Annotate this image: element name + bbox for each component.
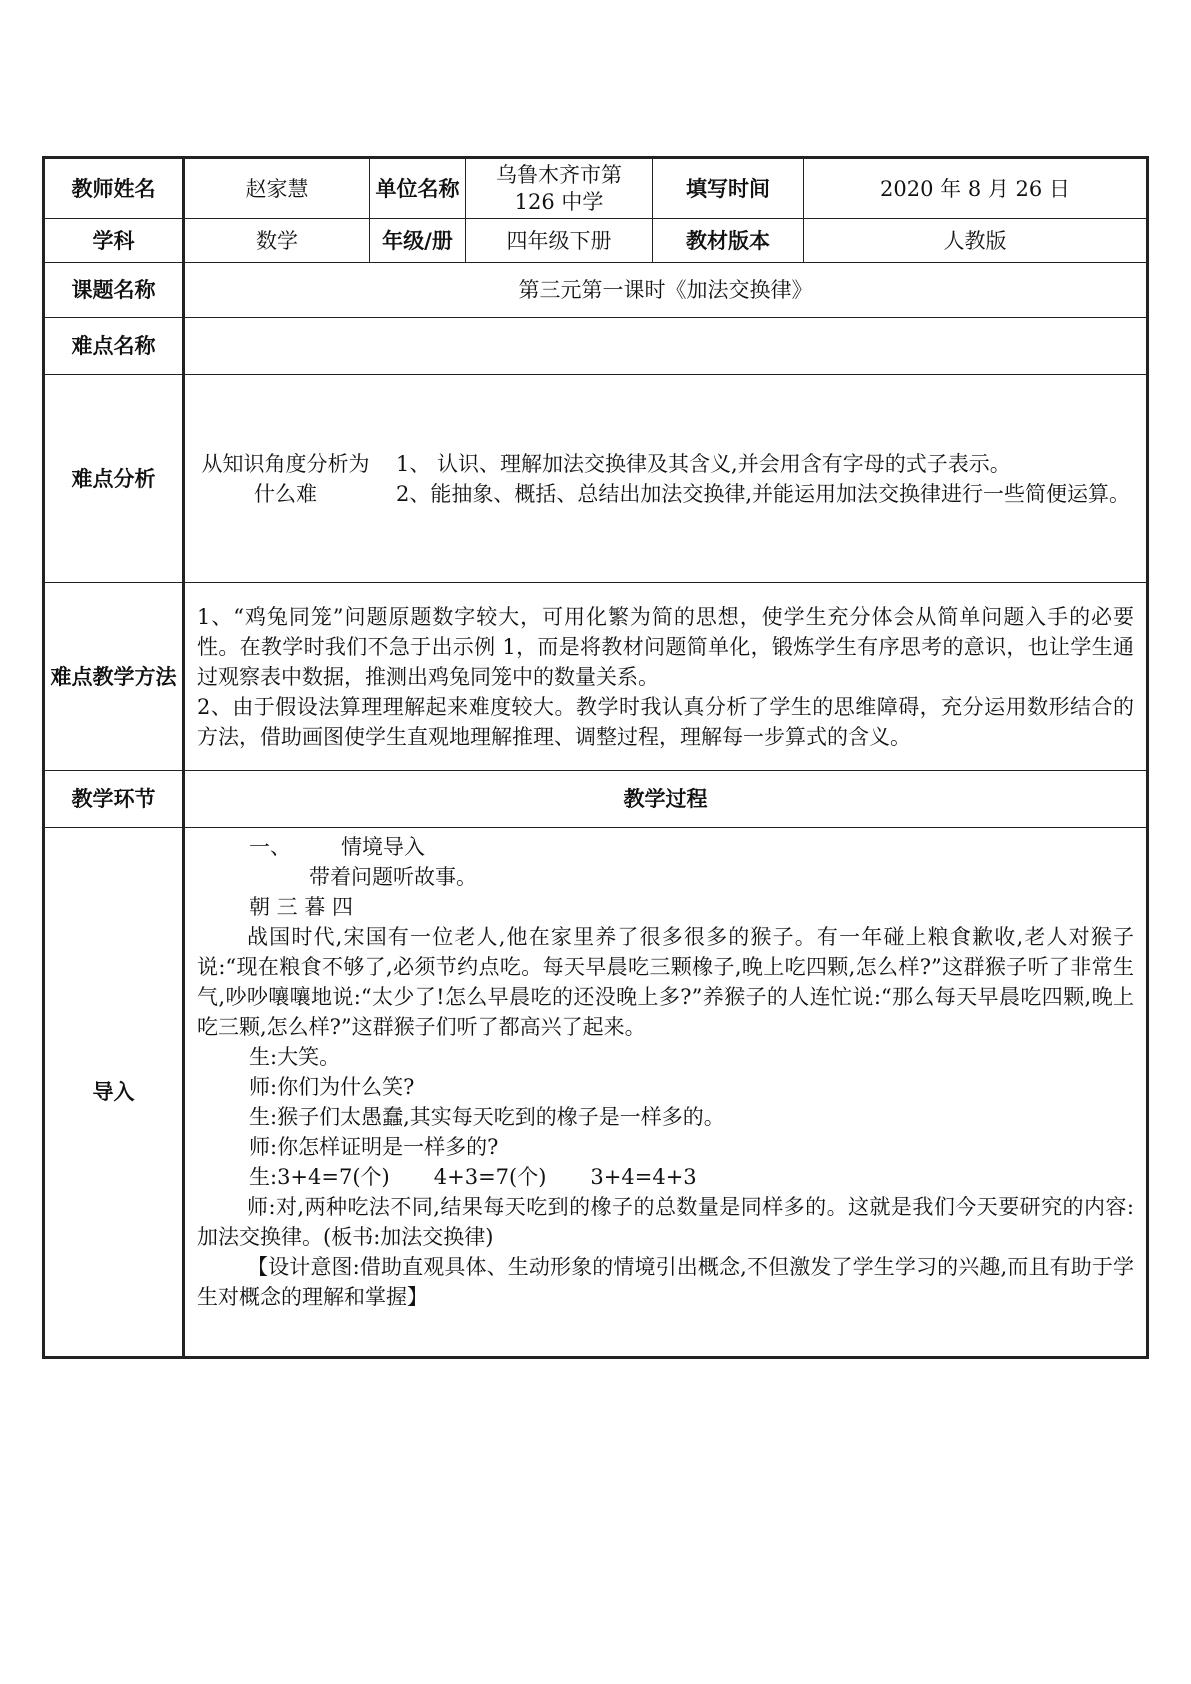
expr-3: 3+4=4+3: [590, 1165, 697, 1189]
stage-header-label: 教学环节: [44, 771, 184, 828]
fill-time-label: 填写时间: [653, 158, 804, 219]
method-paragraph-1: 1、“鸡兔同笼”问题原题数字较大，可用化繁为简的思想，使学生充分体会从简单问题入手的必要性。在教学时我们不急于出示例 1，而是将教材问题简单化，锻炼学生有序思考的意识，也让学生通过观察表中数据，推测出鸡兔同笼中的数量关系。: [197, 604, 1134, 689]
analysis-point-2: 2、能抽象、概括、总结出加法交换律,并能运用加法交换律进行一些简便运算。: [396, 481, 1131, 506]
analysis-sub-label-line1: 从知识角度分析为: [201, 451, 370, 476]
method-text: [184, 583, 1148, 771]
intro-stage-label: 导入: [44, 828, 184, 1358]
topic-label: 课题名称: [44, 263, 184, 318]
teacher-name-label: 教师姓名: [44, 158, 184, 219]
topic-value: 第三元第一课时《加法交换律》: [184, 263, 1148, 318]
analysis-sub-label-line2: 什么难: [254, 481, 317, 506]
unit-label: 单位名称: [370, 158, 466, 219]
difficulty-label: 难点名称: [44, 318, 184, 375]
intro-process: [184, 828, 1148, 1358]
section-title: 情境导入: [341, 835, 425, 859]
dialogue-line-3: 生:猴子们太愚蠢,其实每天吃到的橡子是一样多的。: [249, 1105, 725, 1129]
dialogue-line-6: 师:对,两种吃法不同,结果每天吃到的橡子的总数量是同样多的。这就是我们今天要研究的内容:加法交换律。(板书:加法交换律): [197, 1195, 1134, 1249]
fill-time-value: 2020 年 8 月 26 日: [804, 158, 1148, 219]
process-header-label: 教学过程: [184, 771, 1148, 828]
dialogue-line-1: 生:大笑。: [249, 1045, 341, 1069]
dialogue-line-2: 师:你们为什么笑?: [249, 1075, 415, 1099]
expr-1: 生:3+4=7(个): [249, 1165, 390, 1189]
grade-value: 四年级下册: [466, 219, 653, 263]
analysis-points: [386, 376, 1146, 582]
analysis-label: 难点分析: [44, 375, 184, 583]
analysis-cell: [184, 375, 1148, 583]
section-number: 一、: [249, 835, 291, 859]
method-label: 难点教学方法: [44, 583, 184, 771]
expr-2: 4+3=7(个): [433, 1165, 547, 1189]
dialogue-line-4: 师:你怎样证明是一样多的?: [249, 1135, 499, 1159]
unit-value-line1: 乌鲁木齐市第: [496, 162, 622, 187]
edition-value: 人教版: [804, 219, 1148, 263]
subject-value: 数学: [184, 219, 370, 263]
analysis-point-1: 1、 认识、理解加法交换律及其含义,并会用含有字母的式子表示。: [396, 451, 1011, 476]
edition-label: 教材版本: [653, 219, 804, 263]
teacher-name-value: 赵家慧: [184, 158, 370, 219]
dialogue-line-5: [197, 1162, 1134, 1192]
analysis-inner-table: [185, 376, 1146, 582]
section-heading: [197, 832, 1134, 862]
unit-value-line2: 126 中学: [514, 189, 604, 214]
story-title: 朝 三 暮 四: [249, 895, 354, 919]
subject-label: 学科: [44, 219, 184, 263]
grade-label: 年级/册: [370, 219, 466, 263]
lead-line: 带着问题听故事。: [309, 865, 477, 889]
analysis-sub-label: [185, 376, 386, 582]
story-text: 战国时代,宋国有一位老人,他在家里养了很多很多的猴子。有一年碰上粮食歉收,老人对猴子说:“现在粮食不够了,必须节约点吃。每天早晨吃三颗橡子,晚上吃四颗,怎么样?”这群猴子听了非常生气,吵吵嚷嚷地说:“太少了!怎么早晨吃的还没晚上多?”养猴子的人连忙说:“那么每天早晨吃四颗,晚上吃三颗,怎么样?”这群猴子们听了都高兴了起来。: [197, 925, 1134, 1039]
method-paragraph-2: 2、由于假设法算理理解起来难度较大。教学时我认真分析了学生的思维障碍，充分运用数形结合的方法，借助画图使学生直观地理解推理、调整过程，理解每一步算式的含义。: [197, 694, 1134, 749]
design-intent: 【设计意图:借助直观具体、生动形象的情境引出概念,不但激发了学生学习的兴趣,而且有助于学生对概念的理解和掌握】: [197, 1255, 1134, 1309]
lesson-plan-table: [42, 156, 1149, 1359]
unit-value: [466, 158, 653, 219]
difficulty-value: [184, 318, 1148, 375]
